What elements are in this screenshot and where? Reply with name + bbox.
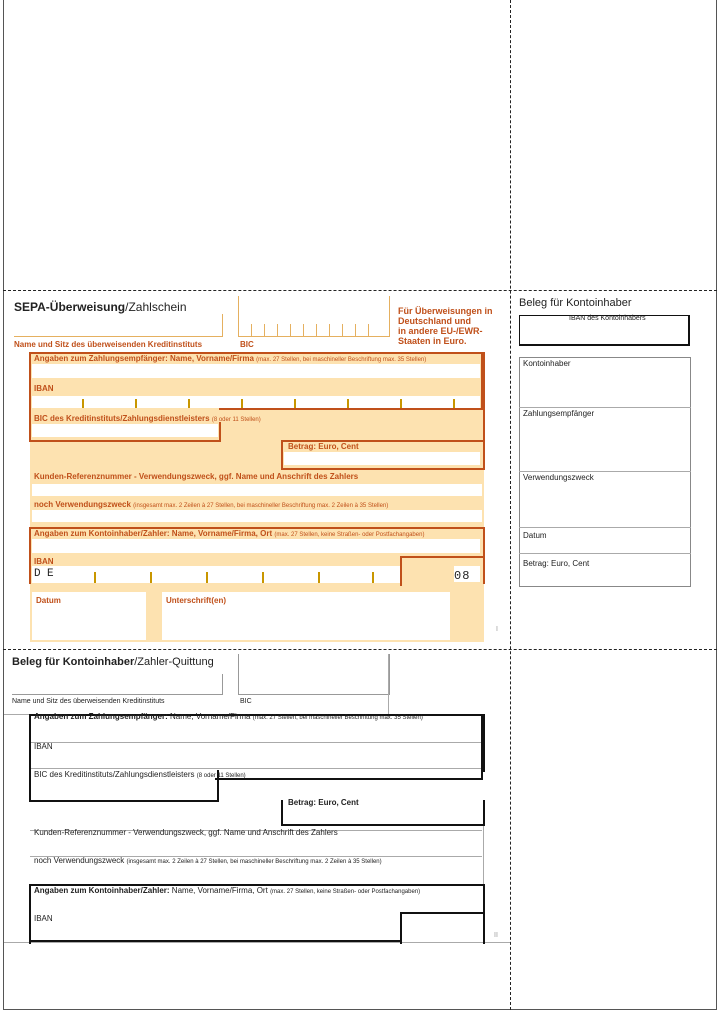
check-code-field: [454, 566, 480, 582]
notice-line-2: Deutschland und: [398, 316, 472, 326]
receipt-payee: Zahlungsempfänger: [523, 409, 595, 418]
signature-label: Unterschrift(en): [166, 596, 227, 605]
bottom-payer-iban-label: IBAN: [34, 914, 53, 923]
bottom-payer-step: [400, 912, 485, 944]
notice-line-3: in andere EU-/EWR-: [398, 326, 483, 336]
receipt-purpose: Verwendungszweck: [523, 473, 594, 482]
roman-i: I: [496, 626, 498, 633]
purpose-hint: (insgesamt max. 2 Zeilen à 27 Stellen, bei maschineller Beschriftung max. 2 Zeilen à 35 Stellen): [133, 503, 389, 509]
purpose-label-text: noch Verwendungszweck: [34, 500, 131, 509]
payee-label-bold: Angaben zum Zahlungsempfänger:: [34, 354, 168, 363]
payee-label: [34, 354, 426, 363]
payer-label-hint: (max. 27 Stellen, keine Straßen- oder Postfachangaben): [274, 532, 425, 538]
form-top: [0, 0, 510, 649]
payer-label-bold: Angaben zum Kontoinhaber/Zahler:: [34, 529, 170, 538]
bottom-iban-label: IBAN: [34, 742, 53, 751]
bottom-amount-label: Betrag: Euro, Cent: [288, 798, 359, 807]
bottom-bic-bank-label: [34, 770, 246, 779]
payer-name-field[interactable]: [32, 539, 480, 553]
iban-prefix-d: D: [34, 568, 41, 580]
bottom-payee-box: [29, 714, 485, 772]
bottom-bic-label: BIC: [240, 698, 252, 705]
bic-bank-label-text: BIC des Kreditinstituts/Zahlungsdienstleisters: [34, 414, 210, 423]
bottom-bank-field[interactable]: [12, 674, 223, 695]
bottom-payee-label: [34, 712, 423, 721]
payee-label-hint: (max. 27 Stellen, bei maschineller Beschriftung max. 35 Stellen): [256, 357, 427, 363]
bottom-payer-hint: (max. 27 Stellen, keine Straßen- oder Postfachangaben): [270, 889, 421, 895]
payer-iban-field[interactable]: [32, 566, 400, 583]
payer-label: [34, 529, 424, 538]
form-bottom: [0, 650, 510, 950]
receipt-right: [511, 291, 717, 649]
bottom-payer-label-detail: Name, Vorname/Firma, Ort: [171, 886, 268, 895]
bottom-payee-step2: [215, 778, 483, 781]
reference-field[interactable]: [32, 484, 482, 496]
iban-prefix-e: E: [47, 568, 54, 580]
bottom-bic-hint: (8 oder 11 Stellen): [196, 773, 246, 779]
form-top-title-bold: SEPA-Überweisung: [14, 300, 126, 314]
bottom-bic-field[interactable]: [238, 654, 390, 695]
bic-field[interactable]: [238, 296, 390, 337]
receipt-right-title: Beleg für Kontoinhaber: [519, 297, 632, 309]
payee-iban-field[interactable]: [32, 396, 480, 408]
bank-name-field[interactable]: [14, 314, 223, 337]
check-code: 08: [454, 569, 471, 583]
bottom-payee-label-bold: Angaben zum Zahlungsempfänger:: [34, 712, 168, 721]
form-top-title: [14, 300, 187, 314]
bottom-payer-label-bold: Angaben zum Kontoinhaber/Zahler:: [34, 886, 170, 895]
purpose-label: [34, 500, 388, 509]
form-bottom-title-rest: /Zahler-Quittung: [134, 656, 214, 668]
amount-field[interactable]: [284, 452, 480, 465]
amount-label: Betrag: Euro, Cent: [288, 442, 359, 451]
bottom-reference-label: Kunden-Referenznummer - Verwendungszweck, ggf. Name und Anschrift des Zahlers: [34, 828, 338, 837]
bottom-payee-label-detail: Name, Vorname/Firma: [170, 712, 251, 721]
receipt-date: Datum: [523, 531, 547, 540]
date-label: Datum: [36, 596, 61, 605]
bottom-bic-bank-text: BIC des Kreditinstituts/Zahlungsdienstleisters: [34, 770, 195, 779]
bottom-purpose-hint: (insgesamt max. 2 Zeilen à 27 Stellen, bei maschineller Beschriftung max. 2 Zeilen à 35 Stellen): [126, 859, 382, 865]
notice-line-4: Staaten in Euro.: [398, 336, 467, 346]
bottom-purpose-text: noch Verwendungszweck: [34, 856, 125, 865]
payee-name-field[interactable]: [32, 364, 480, 378]
bottom-purpose-label: [34, 856, 382, 865]
bank-name-label: Name und Sitz des überweisenden Kreditinstituts: [14, 340, 203, 349]
payer-label-detail: Name, Vorname/Firma, Ort: [171, 529, 273, 538]
payee-bic-field[interactable]: [32, 424, 218, 437]
bottom-payee-hint: (max. 27 Stellen, bei maschineller Beschriftung max. 35 Stellen): [252, 715, 423, 721]
reference-label: Kunden-Referenznummer - Verwendungszweck, ggf. Name und Anschrift des Zahlers: [34, 472, 359, 481]
notice-line-1: Für Überweisungen in: [398, 306, 493, 316]
form-top-title-rest: /Zahlschein: [125, 300, 187, 314]
notice-text: [398, 306, 493, 346]
form-bottom-title-bold: Beleg für Kontoinhaber: [12, 656, 135, 668]
bottom-bank-label: Name und Sitz des überweisenden Kreditinstituts: [12, 698, 165, 705]
receipt-iban-label: IBAN des Kontoinhabers: [569, 315, 646, 322]
receipt-account-holder: Kontoinhaber: [523, 359, 571, 368]
payer-iban-label: IBAN: [34, 557, 54, 566]
iban-label: IBAN: [34, 384, 54, 393]
payee-label-detail: Name, Vorname/Firma: [170, 354, 254, 363]
bottom-payer-label: [34, 886, 420, 895]
form-bottom-title: [12, 656, 214, 668]
bic-label: BIC: [240, 340, 254, 349]
roman-ii: II: [494, 932, 498, 939]
bic-bank-label: [34, 414, 261, 423]
payee-box-right: [481, 352, 483, 410]
receipt-amount: Betrag: Euro, Cent: [523, 559, 590, 568]
bic-bank-hint: (8 oder 11 Stellen): [211, 417, 261, 423]
purpose-field[interactable]: [32, 510, 482, 522]
